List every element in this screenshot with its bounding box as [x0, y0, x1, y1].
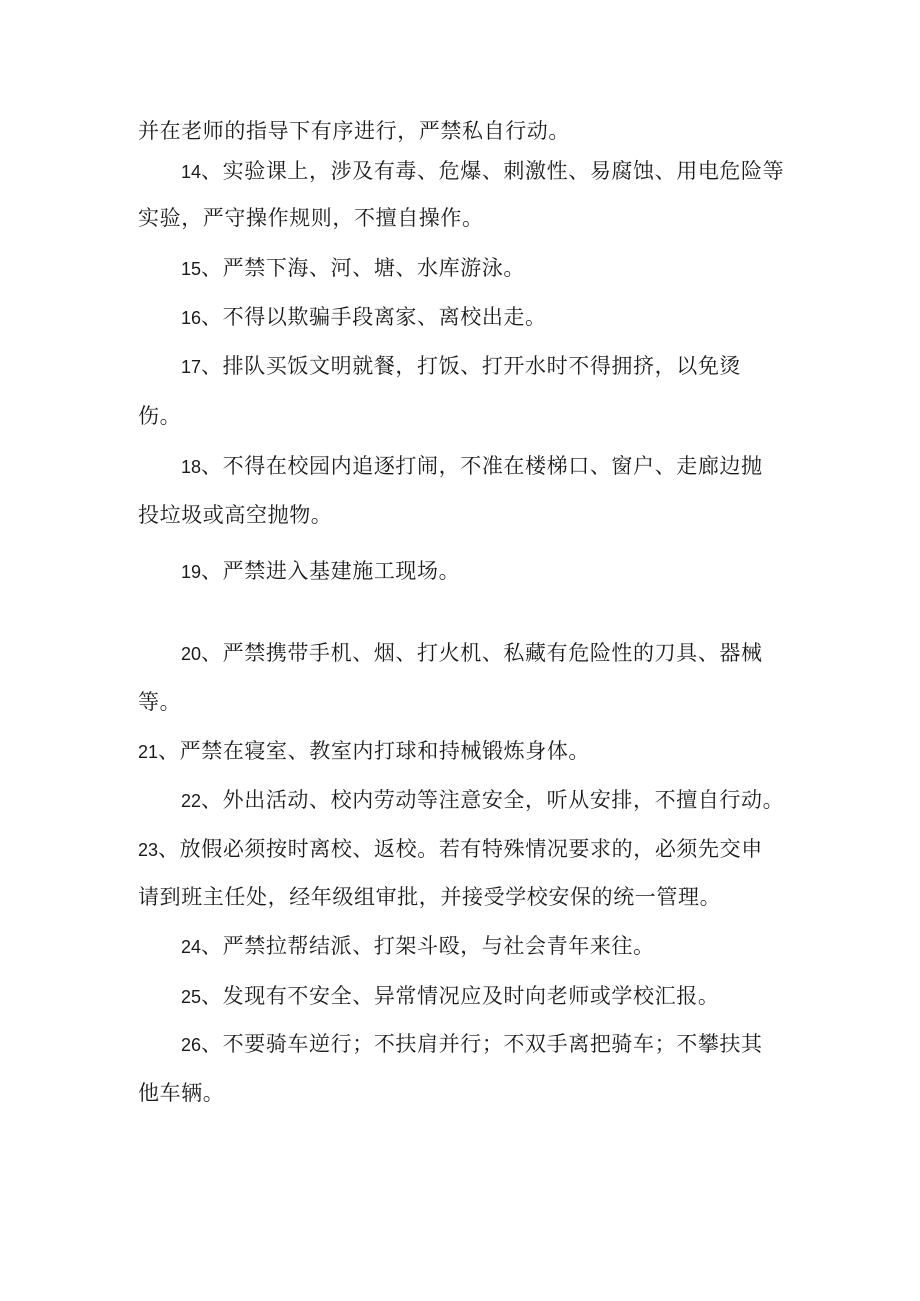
rule-20-continuation: 等。 [138, 690, 182, 714]
rule-number: 18 [181, 457, 202, 477]
rule-number: 14 [181, 162, 202, 182]
rule-21: 21、严禁在寝室、教室内打球和持械锻炼身体。 [138, 739, 591, 763]
rule-number: 21 [138, 742, 159, 762]
rule-number: 19 [181, 562, 202, 582]
rule-number: 22 [181, 791, 202, 811]
rule-23: 23、放假必须按时离校、返校。若有特殊情况要求的，必须先交申 [138, 837, 763, 861]
rule-number: 26 [181, 1035, 202, 1055]
rule-17-continuation: 伤。 [138, 404, 182, 428]
rule-23-continuation: 请到班主任处，经年级组审批，并接受学校安保的统一管理。 [138, 885, 722, 909]
rule-14-continuation: 实验，严守操作规则，不擅自操作。 [138, 206, 484, 230]
rule-19: 19、严禁进入基建施工现场。 [181, 559, 461, 583]
rule-25: 25、发现有不安全、异常情况应及时向老师或学校汇报。 [181, 984, 720, 1008]
rule-number: 20 [181, 644, 202, 664]
rule-number: 15 [181, 259, 202, 279]
rule-18-continuation: 投垃圾或高空抛物。 [138, 503, 333, 527]
rule-13-continuation: 并在老师的指导下有序进行，严禁私自行动。 [138, 119, 570, 143]
rule-20: 20、严禁携带手机、烟、打火机、私藏有危险性的刀具、器械 [181, 641, 763, 665]
rule-number: 17 [181, 357, 202, 377]
rule-number: 23 [138, 840, 159, 860]
rule-14: 14、实验课上，涉及有毒、危爆、刺激性、易腐蚀、用电危险等 [181, 159, 785, 183]
rule-22: 22、外出活动、校内劳动等注意安全，听从安排，不擅自行动。 [181, 788, 785, 812]
rule-18: 18、不得在校园内追逐打闹，不准在楼梯口、窗户、走廊边抛 [181, 454, 763, 478]
rule-number: 16 [181, 308, 202, 328]
rule-24: 24、严禁拉帮结派、打架斗殴，与社会青年来往。 [181, 934, 655, 958]
rule-26: 26、不要骑车逆行；不扶肩并行；不双手离把骑车；不攀扶其 [181, 1032, 763, 1056]
rule-16: 16、不得以欺骗手段离家、离校出走。 [181, 305, 547, 329]
rule-26-continuation: 他车辆。 [138, 1081, 225, 1105]
rule-number: 25 [181, 987, 202, 1007]
rule-15: 15、严禁下海、河、塘、水库游泳。 [181, 256, 526, 280]
rule-17: 17、排队买饭文明就餐，打饭、打开水时不得拥挤，以免烫 [181, 354, 742, 378]
rule-number: 24 [181, 937, 202, 957]
